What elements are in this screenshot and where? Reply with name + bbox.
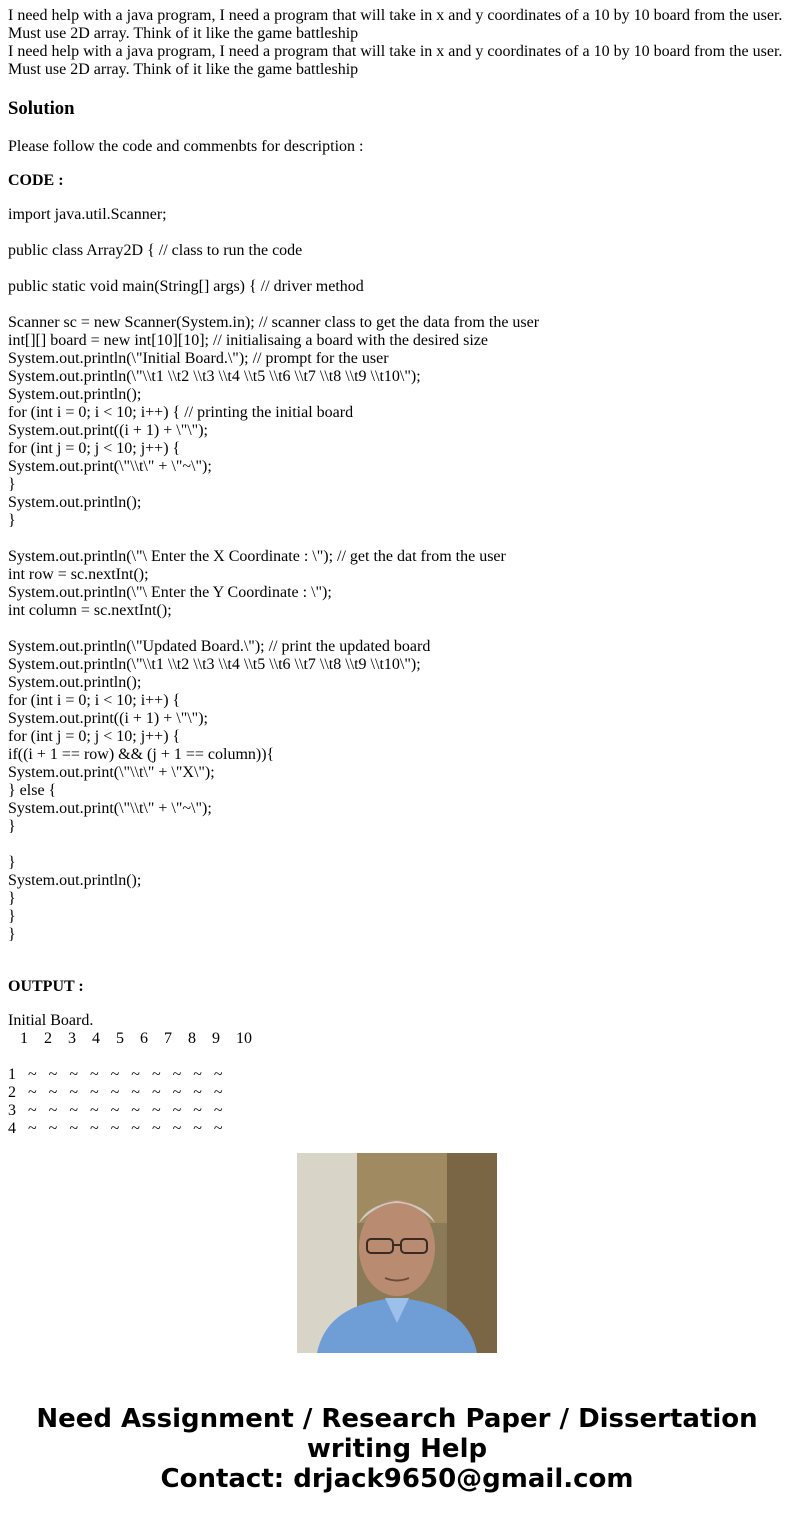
code-label: CODE : [8, 172, 64, 189]
code-line: System.out.print((i + 1) + \"\"); [8, 710, 208, 727]
code-line: System.out.print(\"\\t\" + \"~\"); [8, 800, 212, 817]
code-line [8, 836, 788, 854]
solution-heading: Solution [8, 98, 75, 119]
code-line [8, 530, 788, 548]
code-line: System.out.println(); [8, 872, 142, 889]
code-line: } else { [8, 782, 57, 799]
code-line: System.out.println(); [8, 386, 142, 403]
code-line: } [8, 512, 16, 529]
output-line [8, 1048, 788, 1066]
output-line: 1 ~ ~ ~ ~ ~ ~ ~ ~ ~ ~ [8, 1066, 223, 1083]
code-line: for (int i = 0; i < 10; i++) { // printing the initial board [8, 404, 354, 421]
code-line: System.out.println(); [8, 674, 142, 691]
question-line-1: I need help with a java program, I need a program that will take in x and y coordinates of a 10 by 10 board from the user. [8, 7, 783, 24]
code-line: for (int j = 0; j < 10; j++) { [8, 440, 181, 457]
document-content [8, 7, 788, 1137]
code-line: } [8, 890, 16, 907]
code-line: } [8, 908, 16, 925]
output-line: 4 ~ ~ ~ ~ ~ ~ ~ ~ ~ ~ [8, 1120, 223, 1137]
question-line-2-repeat: Must use 2D array. Think of it like the game battleship [8, 61, 359, 78]
code-line: System.out.println(\"\\t1 \\t2 \\t3 \\t4 \\t5 \\t6 \\t7 \\t8 \\t9 \\t10\"); [8, 656, 421, 673]
code-line: System.out.println(\"Updated Board.\"); // print the updated board [8, 638, 431, 655]
output-line: 2 ~ ~ ~ ~ ~ ~ ~ ~ ~ ~ [8, 1084, 223, 1101]
code-line: import java.util.Scanner; [8, 206, 167, 223]
code-line [8, 224, 788, 242]
code-line: if((i + 1 == row) && (j + 1 == column)){ [8, 746, 275, 763]
code-line: System.out.print(\"\\t\" + \"~\"); [8, 458, 212, 475]
code-line: } [8, 818, 16, 835]
code-line [8, 296, 788, 314]
solution-intro: Please follow the code and commenbts for description : [8, 138, 364, 155]
code-line: } [8, 476, 16, 493]
output-line: 3 ~ ~ ~ ~ ~ ~ ~ ~ ~ ~ [8, 1102, 223, 1119]
banner-line-2: writing Help [306, 1434, 488, 1464]
code-line [8, 620, 788, 638]
question-line-2: Must use 2D array. Think of it like the game battleship [8, 25, 359, 42]
code-line: public static void main(String[] args) { // driver method [8, 278, 364, 295]
code-line [8, 260, 788, 278]
question-line-1-repeat: I need help with a java program, I need a program that will take in x and y coordinates of a 10 by 10 board from the user. [8, 43, 783, 60]
banner-line-1: Need Assignment / Research Paper / Dissertation [36, 1404, 758, 1434]
code-line: } [8, 854, 16, 871]
code-line: System.out.println(\"\\t1 \\t2 \\t3 \\t4 \\t5 \\t6 \\t7 \\t8 \\t9 \\t10\"); [8, 368, 421, 385]
code-line: for (int i = 0; i < 10; i++) { [8, 692, 181, 709]
code-line: } [8, 926, 16, 943]
output-label: OUTPUT : [8, 978, 84, 995]
code-line: Scanner sc = new Scanner(System.in); // scanner class to get the data from the user [8, 314, 540, 331]
promo-banner [0, 1404, 794, 1494]
code-line: for (int j = 0; j < 10; j++) { [8, 728, 181, 745]
output-line: Initial Board. [8, 1012, 94, 1029]
code-line: int[][] board = new int[10][10]; // initialisaing a board with the desired size [8, 332, 488, 349]
code-line: public class Array2D { // class to run the code [8, 242, 303, 259]
code-line: System.out.print(\"\\t\" + \"X\"); [8, 764, 215, 781]
code-line: System.out.println(); [8, 494, 142, 511]
output-line: 1 2 3 4 5 6 7 8 9 10 [8, 1030, 252, 1047]
code-line: System.out.println(\"Initial Board.\"); // prompt for the user [8, 350, 389, 367]
code-line: System.out.println(\"\ Enter the Y Coordinate : \"); [8, 584, 332, 601]
code-line: System.out.println(\"\ Enter the X Coordinate : \"); // get the dat from the user [8, 548, 506, 565]
code-block [8, 206, 788, 944]
code-line: int row = sc.nextInt(); [8, 566, 149, 583]
banner-contact: Contact: drjack9650@gmail.com [160, 1464, 634, 1494]
author-avatar [297, 1153, 497, 1353]
code-line: int column = sc.nextInt(); [8, 602, 172, 619]
author-portrait-image [297, 1153, 497, 1353]
code-line: System.out.print((i + 1) + \"\"); [8, 422, 208, 439]
output-block [8, 1012, 788, 1138]
